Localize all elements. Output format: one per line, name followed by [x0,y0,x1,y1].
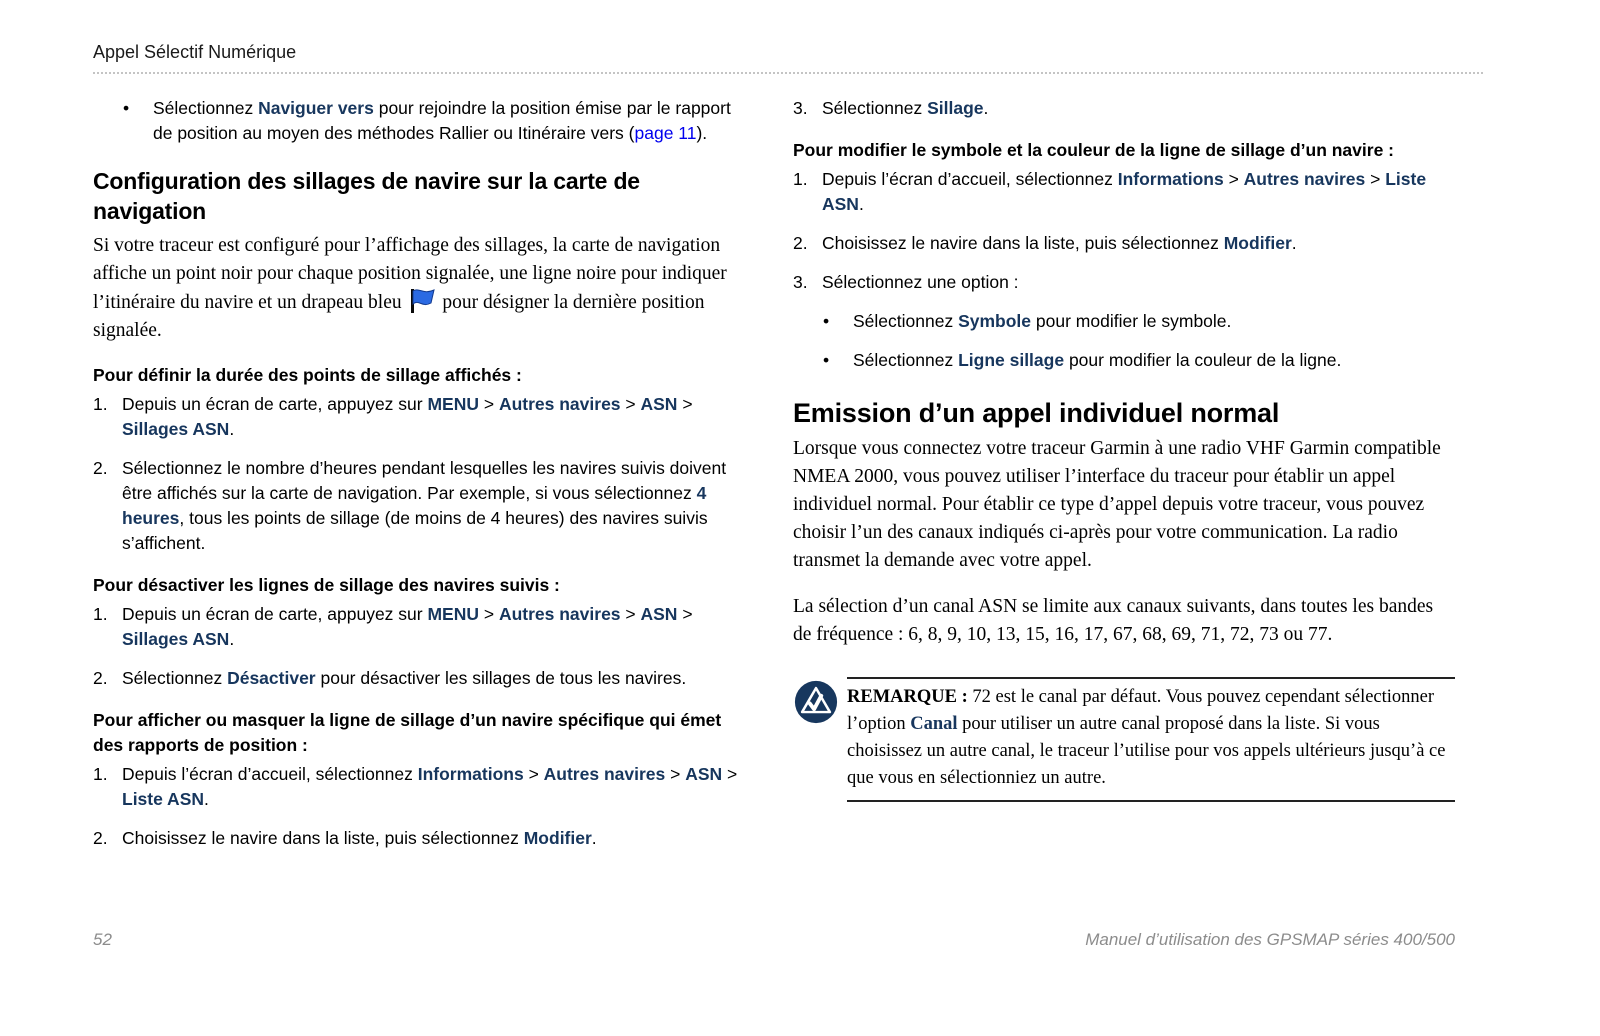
list-item-text [822,96,1455,121]
procedure-heading: Pour définir la durée des points de sillage affichés : [93,365,522,385]
note-icon-wrap [793,679,841,802]
text-segment: . [591,828,597,848]
text-segment: Sélectionnez [853,311,959,331]
list-item-text [122,826,755,851]
right-column [793,96,1455,865]
item-number: 3. [793,98,808,118]
text-segment: , tous les points de sillage (de moins de 4 heures) des navires suivis s’affichent. [122,508,708,553]
body-paragraph: La sélection d’un canal ASN se limite aux canaux suivants, dans toutes les bandes de fréquence : 6, 8, 9, 10, 13, 15, 16, 17, 67, 68, 69, 71, 72, 73 ou 77. [793,596,1434,645]
item-number: 1. [93,394,108,414]
text-segment: > [677,604,693,624]
text-segment: > [479,604,499,624]
list-item-text [122,392,755,442]
list-item [793,309,1455,334]
keyword-text: ASN [640,394,678,414]
text-segment: pour rejoindre la position émise par le rapport de position au moyen des méthodes Rallier ou Itinéraire vers ( [153,98,731,143]
text-segment: > [665,764,686,784]
section-header-title: Appel Sélectif Numérique [93,42,297,62]
procedure-block [93,708,755,851]
text-segment: > [523,764,544,784]
keyword-text: Sillages ASN [122,419,230,439]
keyword-text: Autres navires [543,764,666,784]
keyword-text: Informations [1117,169,1224,189]
keyword-text: 4 heures [122,483,707,528]
numbered-item [793,167,1455,217]
numbered-item [793,96,1455,121]
text-segment: Choisissez le navire dans la liste, puis sélectionnez [122,828,524,848]
text-segment: pour utiliser un autre canal proposé dans la liste. Si vous choisissez un autre canal, le traceur l’utilise pour vos appels ultérieurs jusqu’à ce que vous en sélectionniez un autre. [847,714,1446,788]
text-segment: ). [696,123,708,143]
text-segment: . [229,419,235,439]
numbered-item [93,762,755,812]
keyword-text: Autres navires [498,604,621,624]
list-item-text [122,666,755,691]
text-segment: 72 est le canal par défaut. Vous pouvez cependant sélectionner l’option [847,687,1435,734]
item-number: 1. [93,604,108,624]
left-column [93,96,755,865]
keyword-text: Sillages ASN [122,629,230,649]
list-item-text [822,231,1455,256]
text-segment: pour modifier le symbole. [1031,311,1232,331]
list-item-text [853,309,1455,334]
paragraph-text: Si votre traceur est configuré pour l’affichage des sillages, la carte de navigation affiche un point noir pour chaque position signalée, une ligne noire pour indiquer l’itinéraire du navire et un drapeau bleu [93,235,727,313]
text-segment: Depuis un écran de carte, appuyez sur [122,604,428,624]
list-item-text [822,270,1455,295]
text-segment: . [983,98,989,118]
procedure-block [93,573,755,691]
keyword-text: Symbole [958,311,1032,331]
numbered-item [93,392,755,442]
procedure-heading: Pour modifier le symbole et la couleur de la ligne de sillage d’un navire : [793,140,1394,160]
main-heading: Emission d’un appel individuel normal [793,398,1280,428]
text-segment: Sélectionnez [153,98,259,118]
list-item-text [153,96,755,146]
procedure-block [793,138,1455,373]
keyword-text: ASN [685,764,723,784]
text-segment: > [479,394,499,414]
bullet-marker: • [123,98,130,118]
keyword-text: MENU [427,604,479,624]
item-number: 2. [93,668,108,688]
item-number: 3. [793,272,808,292]
numbered-item [93,666,755,691]
body-paragraph: Lorsque vous connectez votre traceur Garmin à une radio VHF Garmin compatible NMEA 2000, vous pouvez utiliser l’interface du traceur pour établir un appel individuel normal. Pour établir ce type d’appel depuis votre traceur, vous pouvez choisir l’un des canaux indiqués ci-après pour votre communication. La radio transmet la demande avec votre appel. [793,438,1441,571]
keyword-text: Désactiver [227,668,316,688]
text-segment: Sélectionnez une option : [822,272,1019,292]
note-checkmark-icon [793,679,839,725]
section-heading: Configuration des sillages de navire sur la carte de navigation [93,168,640,224]
keyword-text: Autres navires [498,394,621,414]
keyword-text: MENU [427,394,479,414]
text-segment: . [204,789,209,809]
keyword-text: ASN [640,604,678,624]
text-segment: > [1223,169,1244,189]
bold-label: REMARQUE : [847,687,973,707]
text-segment: pour modifier la couleur de la ligne. [1064,350,1342,370]
page-number: 52 [93,930,112,949]
text-segment: Depuis un écran de carte, appuyez sur [122,394,428,414]
text-segment: Sélectionnez [822,98,928,118]
list-item-text [122,602,755,652]
keyword-text: Liste ASN [122,789,205,809]
keyword-text: Modifier [1223,233,1292,253]
manual-title: Manuel d’utilisation des GPSMAP séries 400/500 [1085,930,1455,949]
text-segment: . [229,629,235,649]
item-number: 1. [793,169,808,189]
text-segment: > [722,764,738,784]
procedure-block [93,363,755,556]
item-number: 2. [93,828,108,848]
body-paragraph [93,232,755,345]
item-number: 1. [93,764,108,784]
numbered-item [93,826,755,851]
keyword-text: Modifier [523,828,592,848]
content-columns [93,96,1507,865]
text-segment: > [677,394,693,414]
numbered-item [793,270,1455,295]
text-segment: Depuis l’écran d’accueil, sélectionnez [822,169,1118,189]
list-item-text [122,456,755,556]
note-block [793,677,1455,802]
keyword-text: Liste ASN [822,169,1427,214]
procedure-heading: Pour afficher ou masquer la ligne de sillage d’un navire spécifique qui émet des rapports de position : [93,710,722,755]
text-segment: Sélectionnez le nombre d’heures pendant lesquelles les navires suivis doivent être affichés sur la carte de navigation. Par exemple, si vous sélectionnez [122,458,727,503]
text-segment: > [620,604,641,624]
list-item-text [853,348,1455,373]
keyword-text: Naviguer vers [258,98,374,118]
list-item [93,96,755,146]
bullet-marker: • [823,311,830,331]
text-segment: pour désactiver les sillages de tous les navires. [315,668,687,688]
text-segment: > [620,394,641,414]
keyword-text: Canal [910,714,958,734]
keyword-text: Informations [417,764,524,784]
page-header [93,42,1483,74]
item-number: 2. [93,458,108,478]
keyword-text: Sillage [927,98,984,118]
procedure-heading: Pour désactiver les lignes de sillage des navires suivis : [93,575,560,595]
keyword-text: Ligne sillage [958,350,1065,370]
list-item [793,348,1455,373]
numbered-item [793,231,1455,256]
text-segment: Choisissez le navire dans la liste, puis sélectionnez [822,233,1224,253]
text-segment: Sélectionnez [122,668,228,688]
list-item-text [822,167,1455,217]
list-item-text [122,762,755,812]
text-segment: > [1365,169,1386,189]
item-number: 2. [793,233,808,253]
text-segment: . [858,194,864,214]
bullet-marker: • [823,350,830,370]
keyword-text: Autres navires [1243,169,1366,189]
page-link[interactable]: page 11 [634,123,697,143]
numbered-item [93,602,755,652]
text-segment: Depuis l’écran d’accueil, sélectionnez [122,764,418,784]
paragraph-text: pour désigner la dernière position signalée. [93,292,705,341]
numbered-item [93,456,755,556]
blue-flag-icon [409,288,436,314]
page-footer [93,930,1455,950]
text-segment: Sélectionnez [853,350,959,370]
note-text [847,677,1455,802]
text-segment: . [1291,233,1297,253]
